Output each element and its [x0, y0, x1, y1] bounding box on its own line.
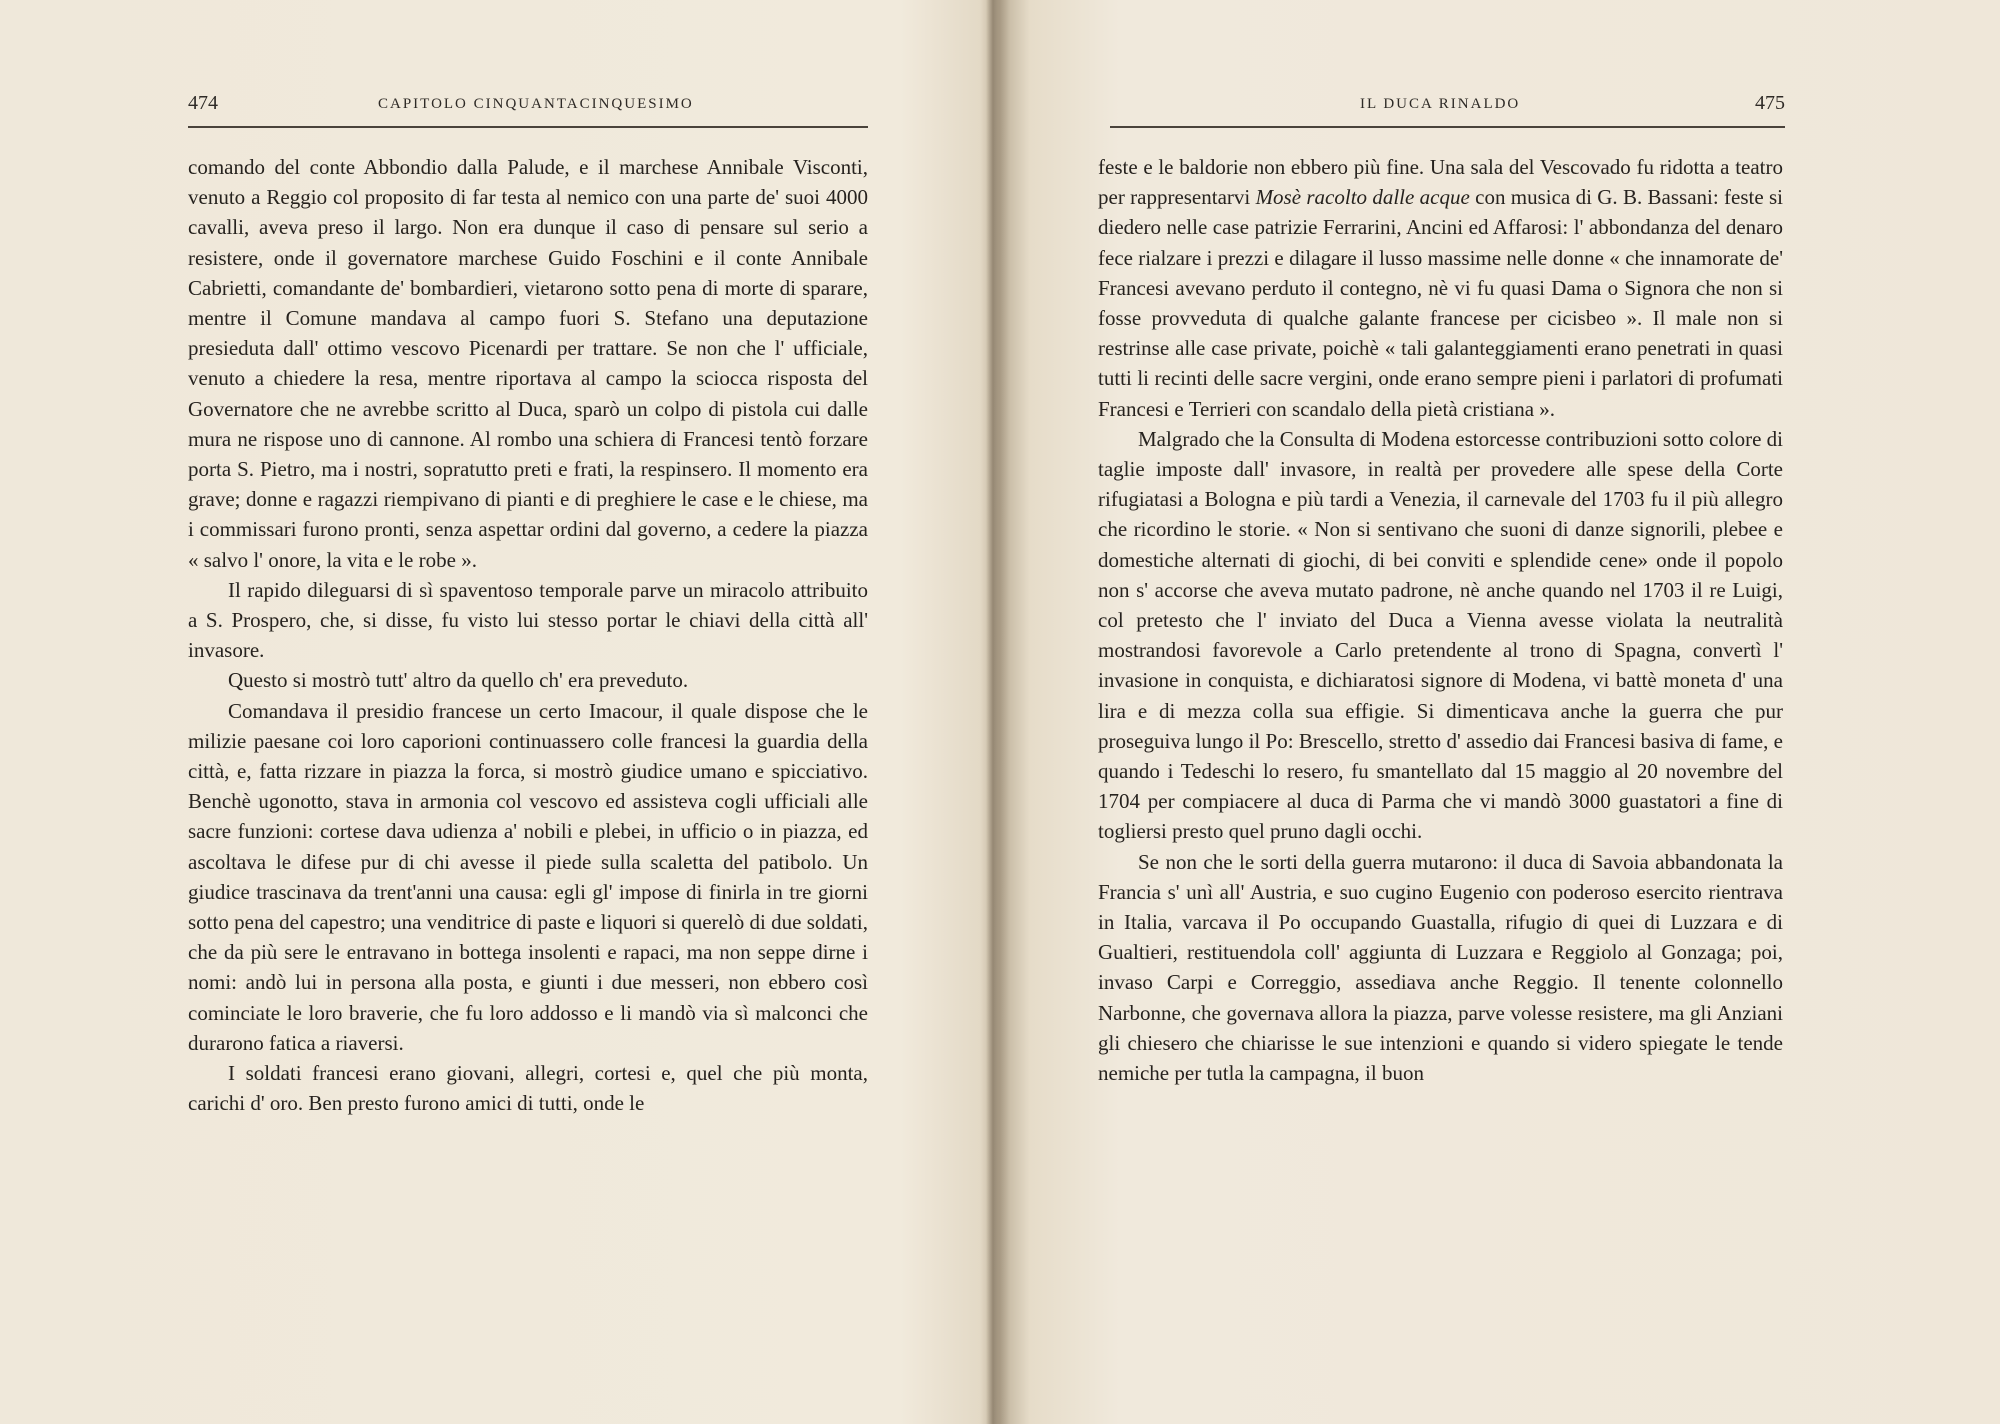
- right-paragraph-2: Malgrado che la Consulta di Modena estorcesse contribuzioni sotto colore di taglie imposte dall' invasore, in realtà per provedere alle spese della Corte rifugiatasi a Bologna e più tardi a Venezia, il carnevale del 1703 fu il più allegro che ricordino le storie. « Non si sentivano che suoni di danze signorili, plebee e domestiche alternati di giochi, di bei conviti e splendide cene» onde il popolo non s' accorse che aveva mutato padrone, nè anche quando nel 1703 il re Luigi, col pretesto che l' inviato del Duca a Vienna avesse violata la neutralità mostrandosi favorevole a Carlo pretendente al trono di Spagna, convertì l' invasione in conquista, e dichiaratosi signore di Modena, vi battè moneta d' una lira e di mezza colla sua effigie. Si dimenticava anche la guerra che pur proseguiva lungo il Po: Brescello, stretto d' assedio dai Francesi basiva di fame, e quando i Tedeschi lo resero, fu smantellato dal 15 maggio al 20 novembre del 1704 per compiacere al duca di Parma che vi mandò 3000 guastatori a fine di togliersi presto quel pruno dagli occhi.: [1098, 426, 1784, 844]
- right-header-rule: [1110, 126, 1785, 128]
- opera-title: Mosè racolto dalle acque: [1255, 185, 1470, 210]
- left-paragraph-2: Il rapido dileguarsi di sì spaventoso temporale parve un miracolo attribuito a S. Prospero, che, si disse, fu visto lui stesso portar le chiavi della città all' invasore.: [188, 577, 868, 663]
- book-gutter: [986, 0, 1000, 1424]
- right-running-head: IL DUCA RINALDO: [1360, 96, 1521, 112]
- left-page: [0, 0, 986, 1424]
- right-paragraph-1-start: feste e le baldorie non ebbero più fine. Una sala del Vescovado fu ridotta a teatro per rappresentarvi: [1098, 155, 1783, 210]
- left-page-body: [188, 152, 868, 1119]
- left-header-rule: [188, 126, 868, 128]
- left-paragraph-4: Comandava il presidio francese un certo Imacour, il quale dispose che le milizie paesane coi loro caporioni continuassero colle francesi la guardia della città, e, fatta rizzare in piazza la forca, si mostrò giudice umano e spicciativo. Benchè ugonotto, stava in armonia col vescovo ed assisteva cogli ufficiali alle sacre funzioni: cortese dava udienza a' nobili e plebei, in ufficio o in piazza, ed ascoltava le difese pur di chi avesse il piede sulla scaletta del patibolo. Un giudice trascinava da trent'anni una causa: egli gl' impose di finirla in tre giorni sotto pena del capestro; una venditrice di paste e liquori si querelò di due soldati, che da più sere le entravano in bottega insolenti e rapaci, ma non seppe dirne i nomi: andò lui in persona alla posta, e giunti i due messeri, non ebbero così cominciate le loro braverie, che fu loro addosso e li mandò via sì malconci che durarono fatica a riaversi.: [188, 698, 868, 1055]
- right-running-header: [1110, 92, 1785, 122]
- left-running-head: CAPITOLO CINQUANTACINQUESIMO: [378, 96, 694, 112]
- left-running-header: [188, 92, 868, 122]
- right-paragraph-3: Se non che le sorti della guerra mutarono: il duca di Savoia abbandonata la Francia s' unì all' Austria, e suo cugino Eugenio con poderoso esercito rientrava in Italia, varcava il Po occupando Guastalla, rifugio di quei di Luzzara e di Gualtieri, restituendola coll' aggiunta di Luzzara e Reggiolo al Gonzaga; poi, invaso Carpi e Correggio, assediava anche Reggio. Il tenente colonnello Narbonne, che governava allora la piazza, parve volesse resistere, ma gli Anziani gli chiesero che chiarisse le sue intenzioni e quando si videro spiegate le tende nemiche per tutla la campagna, il buon: [1098, 849, 1783, 1086]
- right-page: [1000, 0, 2000, 1424]
- left-paragraph-5: I soldati francesi erano giovani, allegri, cortesi e, quel che più monta, carichi d' oro. Ben presto furono amici di tutti, onde le: [188, 1061, 868, 1116]
- right-paragraph-1: [1098, 152, 1783, 424]
- left-paragraph-3: Questo si mostrò tutt' altro da quello ch' era preveduto.: [228, 668, 689, 693]
- left-paragraph-1: comando del conte Abbondio dalla Palude, e il marchese Annibale Visconti, venuto a Reggio col proposito di far testa al nemico con una parte de' suoi 4000 cavalli, aveva preso il largo. Non era dunque il caso di pensare sul serio a resistere, onde il governatore marchese Guido Foschini e il conte Annibale Cabrietti, comandante de' bombardieri, vietarono sotto pena di morte di sparare, mentre il Comune mandava al campo fuori S. Stefano una deputazione presieduta dall' ottimo vescovo Picenardi per trattare. Se non che l' ufficiale, venuto a chiedere la resa, mentre riportava al campo la sciocca risposta del Governatore che ne avrebbe scritto al Duca, sparò un colpo di pistola cui dalle mura ne rispose uno di cannone. Al rombo una schiera di Francesi tentò forzare porta S. Pietro, ma i nostri, sopratutto preti e frati, la respinsero. Il momento era grave; donne e ragazzi riempivano di pianti e di preghiere le case e le chiese, ma i commissari furono pronti, senza aspettar ordini dal governo, a cedere la piazza « salvo l' onore, la vita e le robe ».: [188, 155, 868, 572]
- right-page-body: [1098, 152, 1783, 1088]
- left-page-number: 474: [188, 92, 218, 114]
- right-paragraph-1-end: con musica di G. B. Bassani: feste si diedero nelle case patrizie Ferrarini, Ancini ed Affarosi: l' abbondanza del denaro fece rialzare i prezzi e dilagare il lusso massime nelle donne « che innamorate de' Francesi avevano perduto il contegno, nè vi fu quasi Dama o Signora che non si fosse provveduta di qualche galante francese per cicisbeo ». Il male non si restrinse alle case private, poichè « tali galanteggiamenti erano penetrati in quasi tutti li recinti delle sacre vergini, onde erano sempre pieni i parlatori di profumati Francesi e Terrieri con scandalo della pietà cristiana ».: [1098, 185, 1784, 421]
- right-page-number: 475: [1755, 92, 1785, 114]
